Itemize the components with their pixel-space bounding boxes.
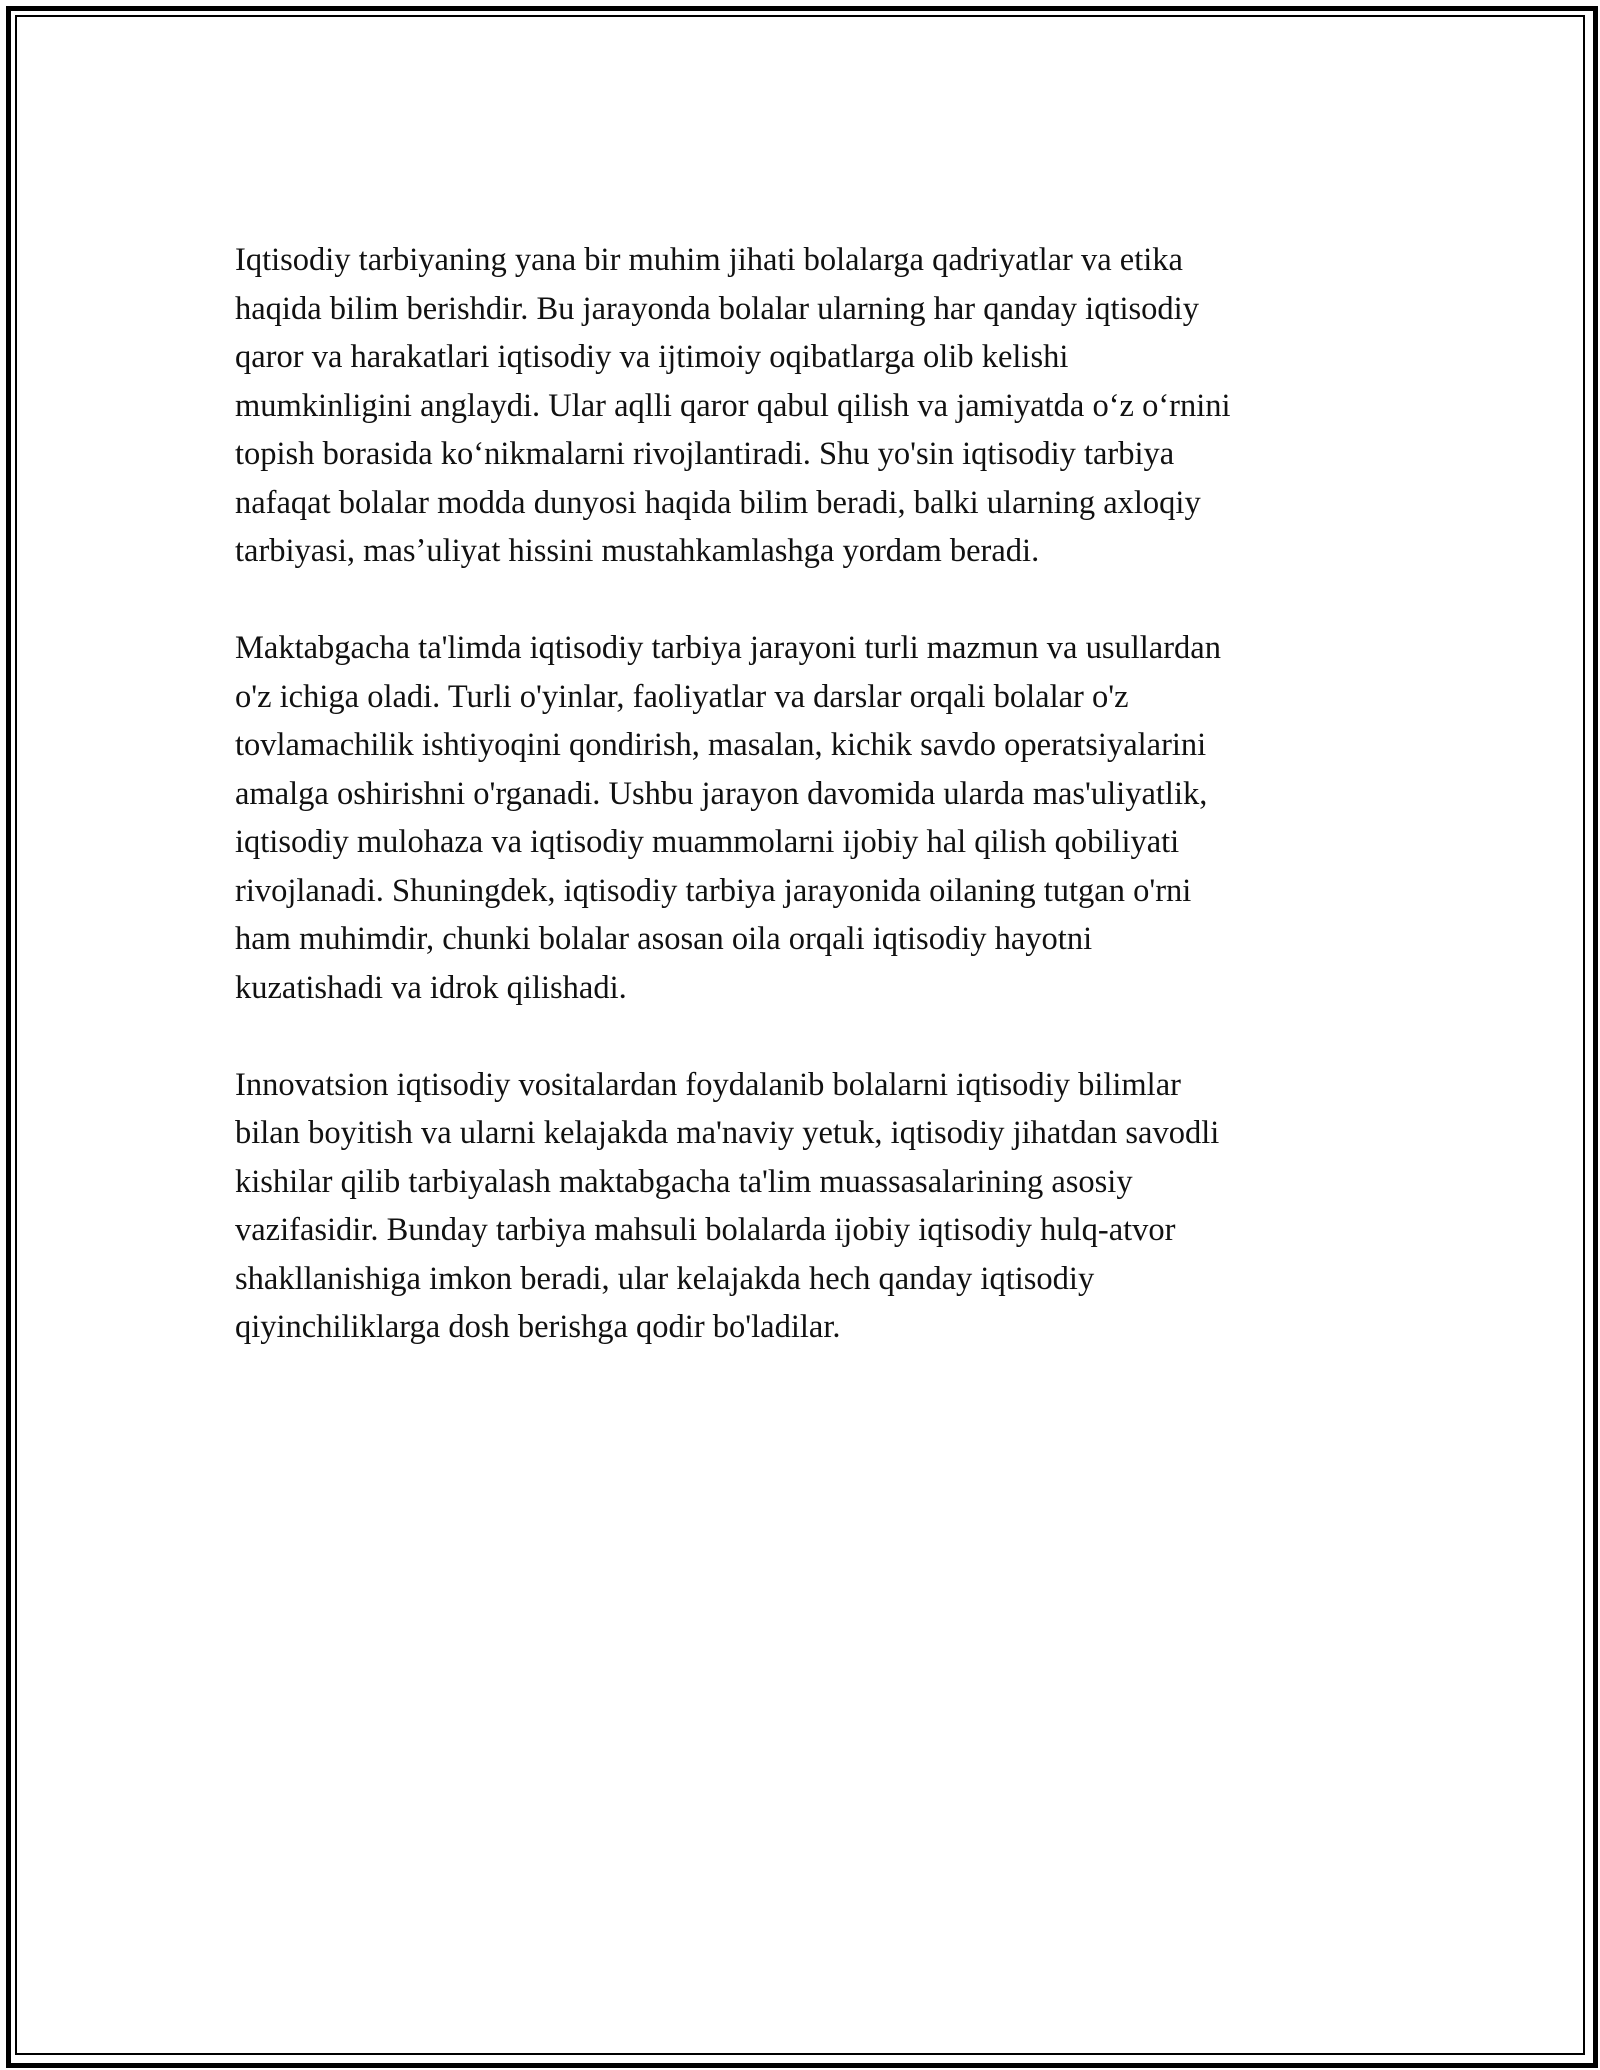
paragraph-3: Innovatsion iqtisodiy vositalardan foydalanib bolalarni iqtisodiy bilimlar bilan boyitish va ularni kelajakda ma'naviy yetuk, iqtisodiy jihatdan savodli kishilar qilib tarbiyalash maktabgacha ta'lim muassasalarining asosiy vazifasidir. Bunday tarbiya mahsuli bolalarda ijobiy iqtisodiy hulq-atvor shakllanishiga imkon beradi, ular kelajakda hech qanday iqtisodiy qiyinchiliklarga dosh berishga qodir bo'ladilar. (235, 1066, 1220, 1345)
document-body (235, 236, 1370, 1400)
paragraph-1: Iqtisodiy tarbiyaning yana bir muhim jihati bolalarga qadriyatlar va etika haqida bilim berishdir. Bu jarayonda bolalar ularning har qanday iqtisodiy qaror va harakatlari iqtisodiy va ijtimoiy oqibatlarga olib kelishi mumkinligini anglaydi. Ular aqlli qaror qabul qilish va jamiyatda oʻz oʻrnini topish borasida koʻnikmalarni rivojlantiradi. Shu yo'sin iqtisodiy tarbiya nafaqat bolalar modda dunyosi haqida bilim beradi, balki ularning axloqiy tarbiyasi, masʼuliyat hissini mustahkamlashga yordam beradi. (235, 242, 1231, 569)
paragraph-2: Maktabgacha ta'limda iqtisodiy tarbiya jarayoni turli mazmun va usullardan o'z ichiga oladi. Turli o'yinlar, faoliyatlar va darslar orqali bolalar o'z tovlamachilik ishtiyoqini qondirish, masalan, kichik savdo operatsiyalarini amalga oshirishni o'rganadi. Ushbu jarayon davomida ularda mas'uliyatlik, iqtisodiy mulohaza va iqtisodiy muammolarni ijobiy hal qilish qobiliyati rivojlanadi. Shuningdek, iqtisodiy tarbiya jarayonida oilaning tutgan o'rni ham muhimdir, chunki bolalar asosan oila orqali iqtisodiy hayotni kuzatishadi va idrok qilishadi. (235, 630, 1221, 1006)
